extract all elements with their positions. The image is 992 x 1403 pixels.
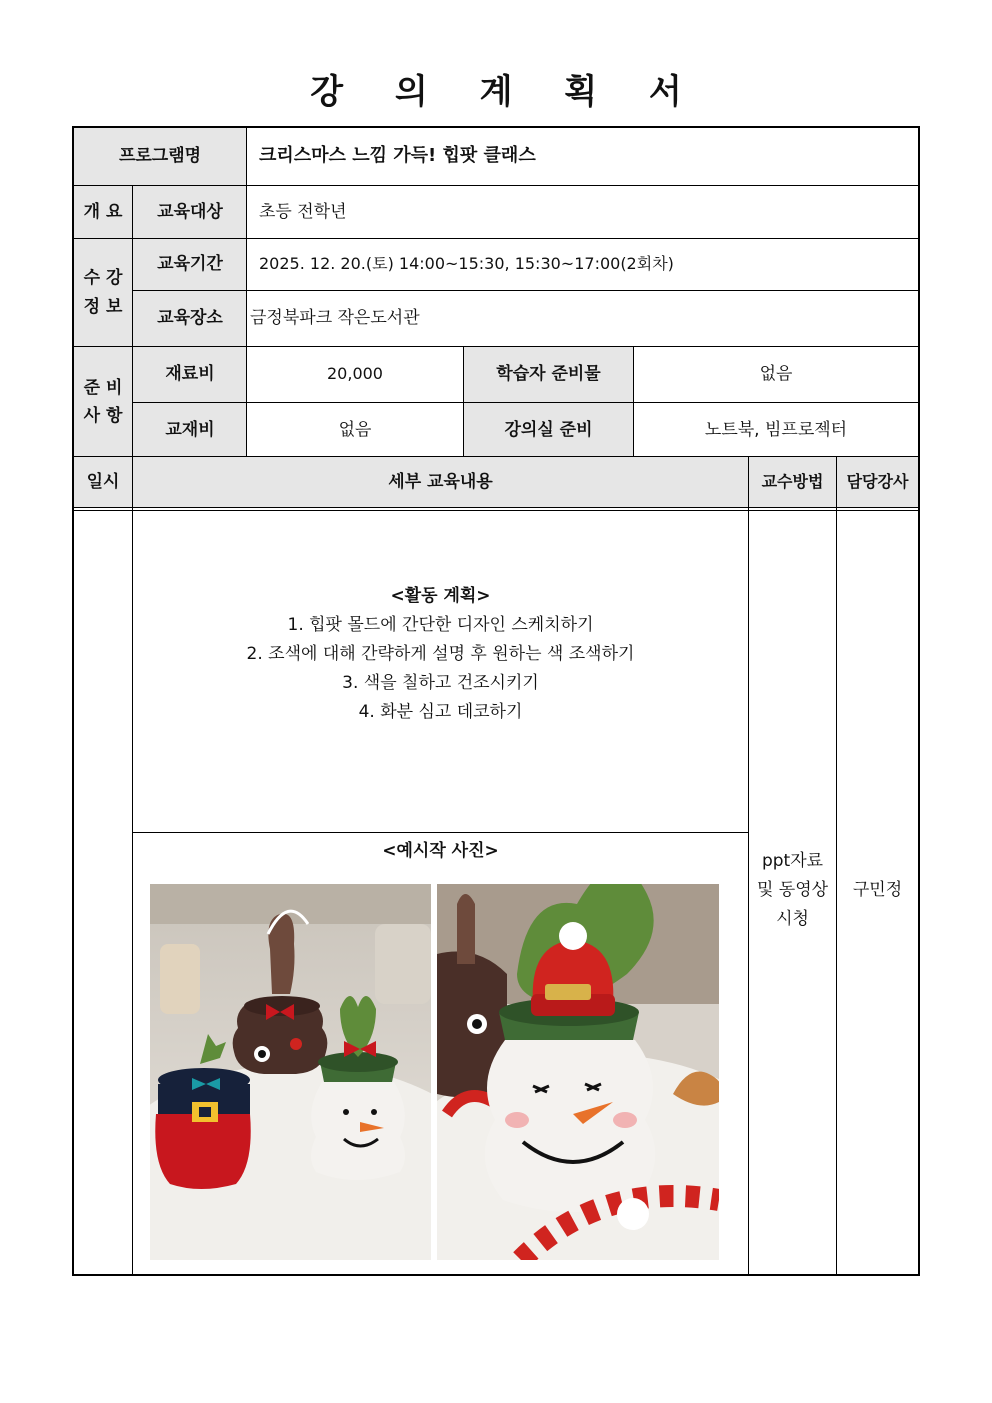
method-line: 및 동영상 <box>756 879 829 900</box>
method-line: ppt자료 <box>761 850 824 871</box>
activity-step: 2. 조색에 대해 간략하게 설명 후 원하는 색 조색하기 <box>246 644 635 664</box>
preparation-group-label <box>73 347 133 457</box>
room-prep-label: 강의실 준비 <box>504 419 593 440</box>
activity-plan <box>133 582 748 727</box>
preparation-label-line2: 사 항 <box>83 406 123 426</box>
method-line: 시청 <box>776 908 809 929</box>
instructor-column-header: 담당강사 <box>846 471 909 491</box>
instructor-name: 구민정 <box>852 879 903 900</box>
target-value: 초등 전학년 <box>259 201 347 222</box>
material-fee-label: 재료비 <box>165 364 215 385</box>
example-photo-1 <box>150 884 431 1260</box>
activity-step: 4. 화분 심고 데코하기 <box>358 702 523 722</box>
program-name: 크리스마스 느낌 가득! 힙팟 클래스 <box>259 145 536 167</box>
textbook-fee-label: 교재비 <box>165 419 215 440</box>
details-column-header: 세부 교육내용 <box>388 471 493 492</box>
course-info-label-line1: 수 강 <box>83 268 123 289</box>
method-column-header: 교수방법 <box>761 471 824 491</box>
overview-group-label: 개 요 <box>83 201 123 222</box>
learner-prep-label: 학습자 준비물 <box>496 364 601 385</box>
examples-heading: <예시작 사진> <box>382 841 499 861</box>
preparation-label-line1: 준 비 <box>83 377 123 398</box>
course-info-group-label <box>73 239 133 346</box>
period-value: 2025. 12. 20.(토) 14:00~15:30, 15:30~17:00(2회차) <box>259 254 674 274</box>
date-column-header: 일시 <box>86 471 120 492</box>
textbook-fee-value: 없음 <box>338 419 372 440</box>
activity-heading: <활동 계획> <box>390 586 491 606</box>
learner-prep-value: 없음 <box>759 364 793 385</box>
program-label: 프로그램명 <box>118 145 202 166</box>
document-title: 강 의 계 획 서 <box>310 72 702 112</box>
course-info-label-line2: 정 보 <box>83 296 123 317</box>
activity-step: 1. 힙팟 몰드에 간단한 디자인 스케치하기 <box>287 615 594 635</box>
teaching-method <box>749 844 836 936</box>
activity-step: 3. 색을 칠하고 건조시키기 <box>342 673 539 693</box>
period-label: 교육기간 <box>157 254 223 275</box>
room-prep-value: 노트북, 빔프로젝터 <box>704 419 848 440</box>
example-photo-2 <box>437 884 719 1260</box>
target-label: 교육대상 <box>157 201 223 222</box>
place-label: 교육장소 <box>157 308 223 329</box>
material-fee-value: 20,000 <box>327 364 383 384</box>
place-value: 금정북파크 작은도서관 <box>250 308 420 329</box>
